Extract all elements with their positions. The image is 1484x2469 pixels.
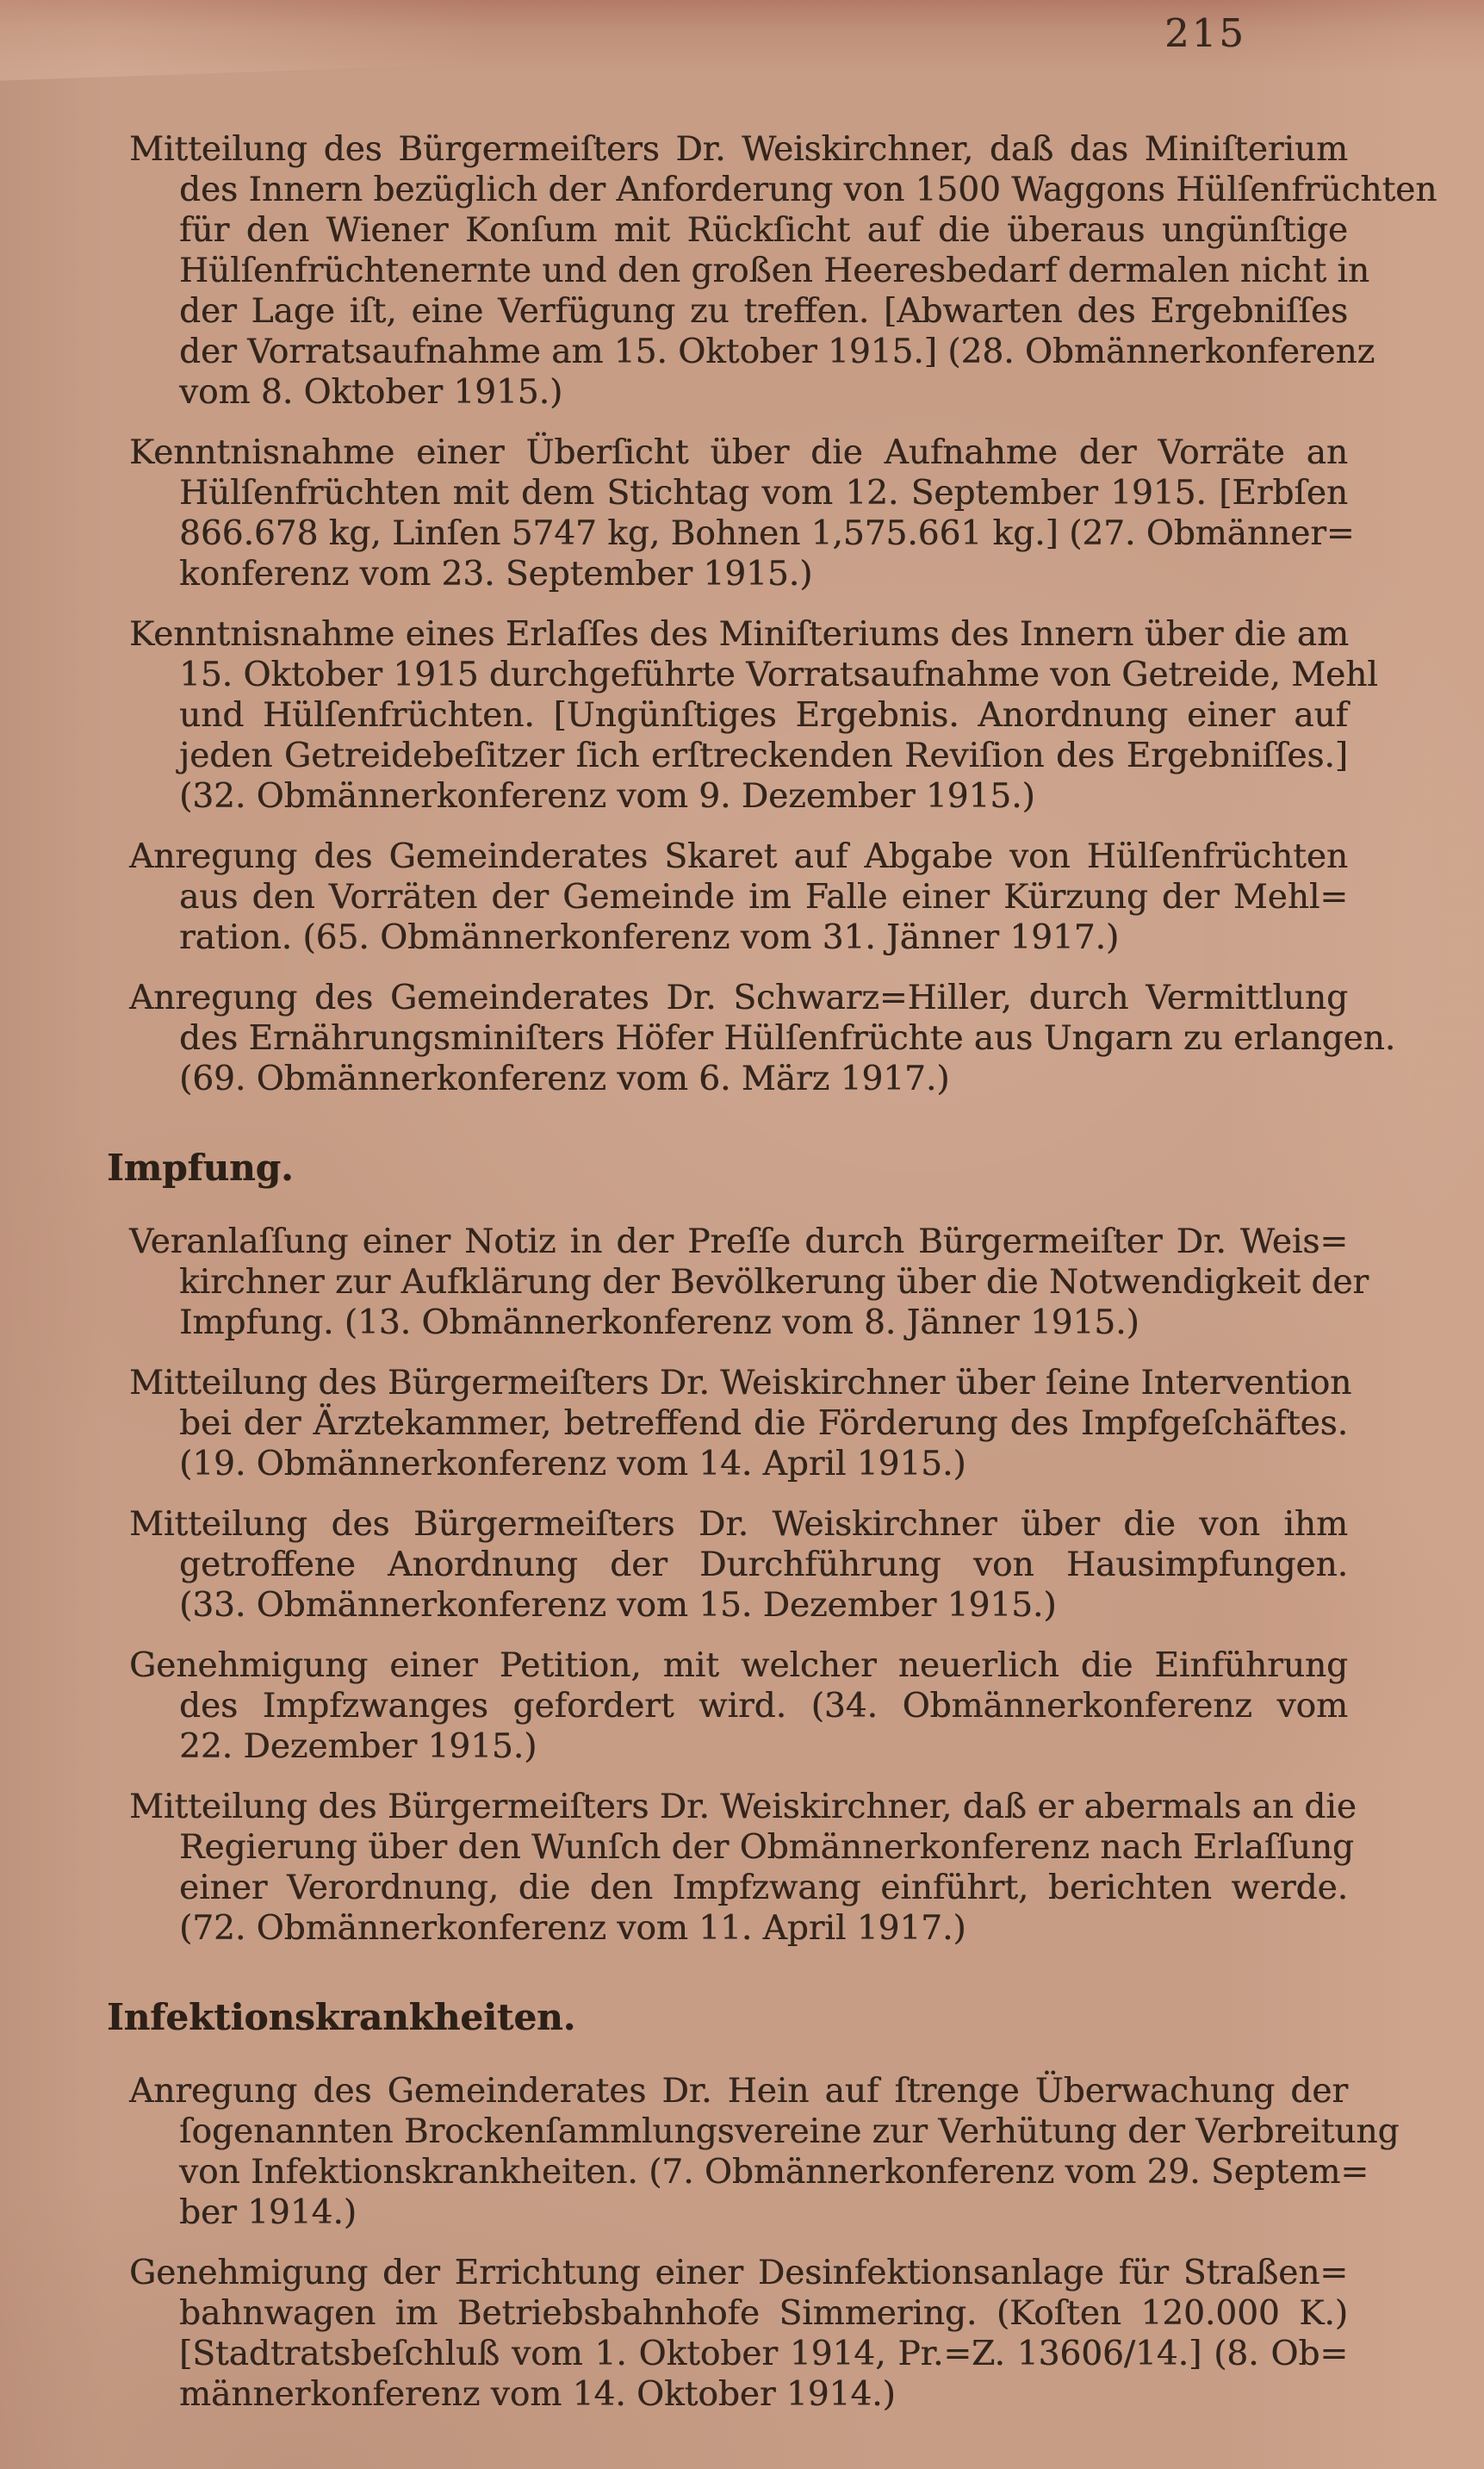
text-line: Kenntnisnahme einer Überſicht über die Aufnahme der Vorräte an — [129, 433, 1348, 472]
text-line: ber 1914.) — [179, 2193, 357, 2232]
text-line: Mitteilung des Bürgermeiſters Dr. Weiskirchner, daß er abermals an die — [129, 1788, 1357, 1826]
text-line: (69. Obmännerkonferenz vom 6. März 1917.) — [179, 1060, 950, 1098]
paragraph — [0, 836, 1484, 958]
paragraph — [0, 2253, 1484, 2415]
text-line: kirchner zur Aufklärung der Bevölkerung über die Notwendigkeit der — [179, 1263, 1369, 1302]
section — [0, 129, 1484, 1099]
text-line: des Impfzwanges gefordert wird. (34. Obmännerkonferenz vom — [179, 1687, 1348, 1726]
text-line: der Lage iſt, eine Verfügung zu treffen. [Abwarten des Ergebniſſes — [179, 292, 1348, 331]
paragraph — [0, 1222, 1484, 1343]
text-line: Anregung des Gemeinderates Dr. Hein auf ſtrenge Überwachung der — [129, 2072, 1348, 2111]
section-heading: Infektionskrankheiten. — [107, 1996, 576, 2038]
text-line: des Ernährungsminiſters Höfer Hülſenfrüchte aus Ungarn zu erlangen. — [179, 1019, 1396, 1058]
text-line: Hülſenfrüchtenernte und den großen Heeresbedarf dermalen nicht in — [179, 252, 1369, 290]
page-number: 215 — [1164, 10, 1246, 56]
text-line: Impfung. (13. Obmännerkonferenz vom 8. Jänner 1915.) — [179, 1303, 1139, 1342]
text-line: 15. Oktober 1915 durchgeführte Vorratsaufnahme von Getreide, Mehl — [179, 656, 1378, 694]
text-line: und Hülſenfrüchten. [Ungünſtiges Ergebnis. Anordnung einer auf — [179, 696, 1348, 735]
text-line: [Stadtratsbeſchluß vom 1. Oktober 1914, Pr.=Z. 13606/14.] (8. Ob= — [179, 2335, 1348, 2373]
paragraph — [0, 432, 1484, 594]
text-line: des Innern bezüglich der Anforderung von 1500 Waggons Hülſenfrüchten — [179, 171, 1437, 209]
text-line: Hülſenfrüchten mit dem Stichtag vom 12. September 1915. [Erbſen — [179, 474, 1348, 513]
text-line: getroffene Anordnung der Durchführung von Hausimpfungen. — [179, 1545, 1348, 1584]
text-line: Mitteilung des Bürgermeiſters Dr. Weiskirchner, daß das Miniſterium — [129, 130, 1348, 169]
text-line: (33. Obmännerkonferenz vom 15. Dezember 1915.) — [179, 1586, 1057, 1625]
page-edge-sheen — [0, 0, 725, 83]
text-line: Mitteilung des Bürgermeiſters Dr. Weiskirchner über die von ihm — [129, 1505, 1348, 1544]
section — [0, 1997, 1484, 2415]
text-line: Anregung des Gemeinderates Skaret auf Abgabe von Hülſenfrüchten — [129, 837, 1348, 876]
paragraph — [0, 129, 1484, 413]
text-line: Genehmigung der Errichtung einer Desinfektionsanlage für Straßen= — [129, 2254, 1348, 2292]
section — [0, 1147, 1484, 1949]
text-line: Mitteilung des Bürgermeiſters Dr. Weiskirchner über ſeine Intervention — [129, 1364, 1352, 1402]
text-line: 22. Dezember 1915.) — [179, 1727, 537, 1766]
paragraph — [0, 1504, 1484, 1626]
paragraph — [0, 1787, 1484, 1949]
paragraph — [0, 1363, 1484, 1484]
paragraph — [0, 978, 1484, 1099]
text-line: einer Verordnung, die den Impfzwang einführt, berichten werde. — [179, 1869, 1348, 1907]
text-line: (19. Obmännerkonferenz vom 14. April 1915.) — [179, 1445, 966, 1483]
text-line: ration. (65. Obmännerkonferenz vom 31. Jänner 1917.) — [179, 918, 1120, 957]
paragraph — [0, 614, 1484, 817]
text-line: Anregung des Gemeinderates Dr. Schwarz=Hiller, durch Vermittlung — [129, 979, 1348, 1017]
text-line: (72. Obmännerkonferenz vom 11. April 1917.) — [179, 1909, 966, 1948]
text-line: Veranlaſſung einer Notiz in der Preſſe durch Bürgermeiſter Dr. Weis= — [129, 1222, 1348, 1261]
text-line: (32. Obmännerkonferenz vom 9. Dezember 1915.) — [179, 777, 1035, 816]
text-line: für den Wiener Konſum mit Rückſicht auf die überaus ungünſtige — [179, 211, 1348, 250]
text-line: der Vorratsaufnahme am 15. Oktober 1915.] (28. Obmännerkonferenz — [179, 333, 1375, 371]
text-line: ſogenannten Brockenſammlungsvereine zur Verhütung der Verbreitung — [179, 2112, 1400, 2151]
text-line: Kenntnisnahme eines Erlaſſes des Miniſteriums des Innern über die am — [129, 615, 1349, 654]
text-line: von Infektionskrankheiten. (7. Obmännerkonferenz vom 29. Septem= — [179, 2153, 1369, 2192]
text-line: vom 8. Oktober 1915.) — [179, 373, 563, 412]
text-line: 866.678 kg, Linſen 5747 kg, Bohnen 1,575.661 kg.] (27. Obmänner= — [179, 514, 1355, 553]
text-line: Genehmigung einer Petition, mit welcher neuerlich die Einführung — [129, 1646, 1348, 1685]
paragraph — [0, 1645, 1484, 1767]
text-line: bei der Ärztekammer, betreffend die Förderung des Impfgeſchäftes. — [179, 1404, 1348, 1443]
text-line: aus den Vorräten der Gemeinde im Falle einer Kürzung der Mehl= — [179, 878, 1348, 917]
text-line: bahnwagen im Betriebsbahnhofe Simmering. (Koſten 120.000 K.) — [179, 2294, 1348, 2333]
section-heading: Impfung. — [107, 1147, 294, 1189]
text-line: jeden Getreidebeſitzer ſich erſtreckenden Reviſion des Ergebniſſes.] — [179, 737, 1348, 775]
paragraph — [0, 2071, 1484, 2233]
text-line: männerkonferenz vom 14. Oktober 1914.) — [179, 2375, 896, 2414]
page-text — [0, 129, 1484, 2435]
text-line: konferenz vom 23. September 1915.) — [179, 555, 813, 594]
text-line: Regierung über den Wunſch der Obmännerkonferenz nach Erlaſſung — [179, 1828, 1354, 1867]
